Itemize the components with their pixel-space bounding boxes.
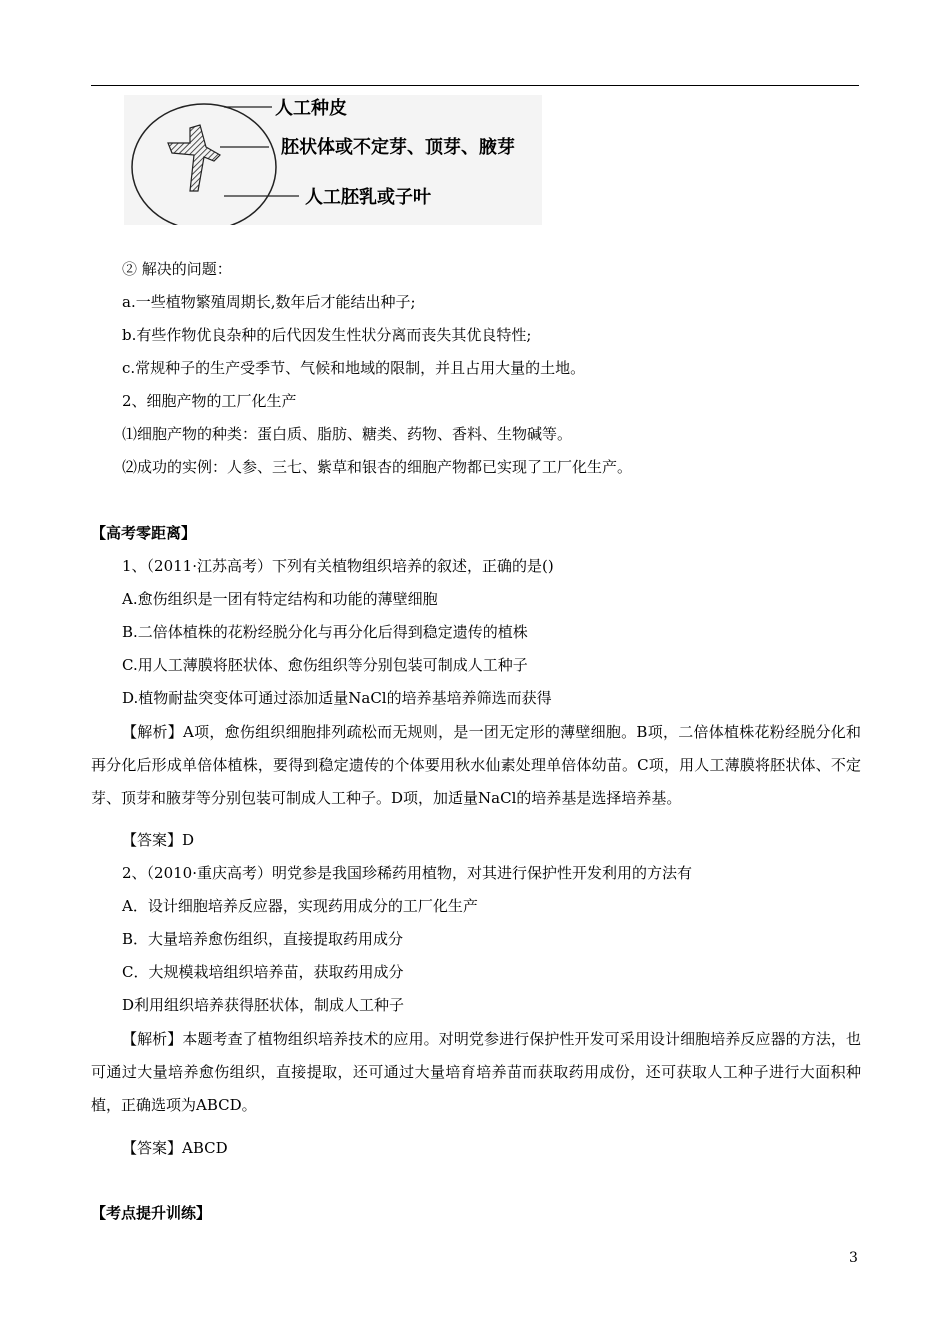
question-1-option-b: B.二倍体植株的花粉经脱分化与再分化后得到稳定遗传的植株 (122, 623, 528, 641)
figure-label-coat: 人工种皮 (275, 98, 347, 119)
text-line: c.常规种子的生产受季节、气候和地域的限制，并且占用大量的土地。 (122, 359, 586, 377)
question-2-option-c: C．大规模栽培组织培养苗，获取药用成分 (122, 963, 404, 981)
seed-outline (132, 104, 276, 225)
artificial-seed-diagram (124, 95, 542, 225)
question-2-analysis (91, 1023, 861, 1122)
analysis-label: 【解析】 (122, 1030, 183, 1048)
text-line: ⑵成功的实例：人参、三七、紫草和银杏的细胞产物都已实现了工厂化生产。 (122, 458, 633, 476)
question-1-option-d: D.植物耐盐突变体可通过添加适量NaCl的培养基培养筛选而获得 (122, 689, 552, 707)
question-1-analysis (91, 716, 861, 815)
question-2-stem: 2、（2010·重庆高考）明党参是我国珍稀药用植物，对其进行保护性开发利用的方法有 (122, 864, 692, 882)
text-line: 2、细胞产物的工厂化生产 (122, 392, 297, 410)
header-rule (91, 85, 859, 86)
question-1-answer: 【答案】D (122, 831, 195, 849)
text-line: ② 解决的问题： (122, 260, 232, 278)
section-title-training: 【考点提升训练】 (91, 1204, 212, 1222)
page-number: 3 (849, 1250, 858, 1266)
figure-label-endosperm: 人工胚乳或子叶 (305, 187, 431, 208)
analysis-text: A项，愈伤组织细胞排列疏松而无规则，是一团无定形的薄壁细胞。B项，二倍体植株花粉经脱分化和再分化后形成单倍体植株，要得到稳定遗传的个体要用秋水仙素处理单倍体幼苗。C项，用人工薄膜将胚状体、不定芽、顶芽和腋芽等分别包装可制成人工种子。D项，加适量NaCl的培养基是选择培养基。 (91, 723, 861, 807)
section-title-gaokao: 【高考零距离】 (91, 524, 197, 542)
text-line: a.一些植物繁殖周期长,数年后才能结出种子; (122, 293, 416, 311)
figure-label-embryo: 胚状体或不定芽、顶芽、腋芽 (281, 137, 515, 158)
question-1-stem: 1、（2011·江苏高考）下列有关植物组织培养的叙述，正确的是() (122, 557, 554, 575)
embryo-shape (168, 125, 220, 191)
question-2-option-d: D利用组织培养获得胚状体，制成人工种子 (122, 996, 405, 1014)
text-line: ⑴细胞产物的种类：蛋白质、脂肪、糖类、药物、香料、生物碱等。 (122, 425, 573, 443)
question-2-option-b: B．大量培养愈伤组织，直接提取药用成分 (122, 930, 404, 948)
question-1-option-c: C.用人工薄膜将胚状体、愈伤组织等分别包装可制成人工种子 (122, 656, 528, 674)
text-line: b.有些作物优良杂种的后代因发生性状分离而丧失其优良特性; (122, 326, 532, 344)
question-1-option-a: A.愈伤组织是一团有特定结构和功能的薄壁细胞 (122, 590, 438, 608)
question-2-answer: 【答案】ABCD (122, 1139, 228, 1157)
question-2-option-a: A．设计细胞培养反应器，实现药用成分的工厂化生产 (122, 897, 478, 915)
analysis-text: 本题考查了植物组织培养技术的应用。对明党参进行保护性开发可采用设计细胞培养反应器的方法，也可通过大量培养愈伤组织，直接提取，还可通过大量培育培养苗而获取药用成份，还可获取人工种子进行大面积种植，正确选项为ABCD。 (91, 1030, 861, 1114)
analysis-label: 【解析】 (122, 723, 184, 741)
